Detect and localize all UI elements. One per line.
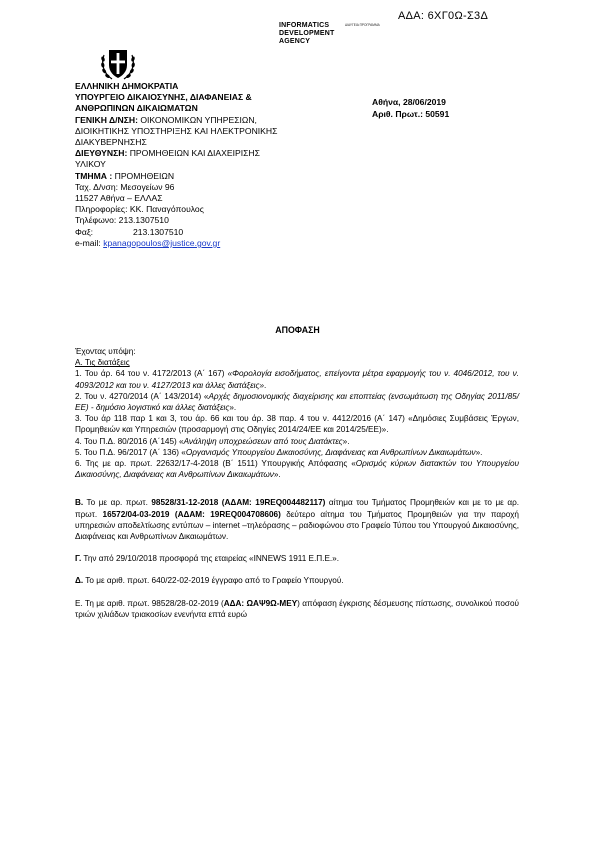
agency-line-2: DEVELOPMENT	[279, 30, 335, 37]
address-line-1: Ταχ. Δ/νση: Μεσογείων 96	[75, 181, 175, 192]
provision-3: 3. Του άρ 118 παρ 1 και 3, του άρ. 66 και του άρ. 38 παρ. 4 του ν. 4412/2016 (Α΄ 147) «Δημόσιες Συμβάσεις Έργων, Προμηθειών και Υπηρεσιών (προσαρμογή στις Οδηγίες 2014/24/ΕΕ και 2014/25/ΕΕ)».	[75, 414, 519, 435]
document-date: Αθήνα, 28/06/2019	[372, 97, 446, 107]
section-e: Ε. Τη με αριθ. πρωτ. 98528/28-02-2019 (ΑΔΑ: ΩΑΨ9Ω-ΜΕΥ) απόφαση έγκρισης δέσμευσης πίστωσης, συνολικού ποσού τριών χιλιάδων τριακοσίων ενενήντα επτά ευρώ	[75, 598, 519, 619]
address-line-2: 11527 Αθήνα – ΕΛΛΑΣ	[75, 193, 163, 204]
sender-header	[75, 81, 325, 249]
protocol-number: Αριθ. Πρωτ.: 50591	[372, 108, 450, 119]
directorate-cont: ΥΛΙΚΟΥ	[75, 159, 106, 170]
section-a-heading: Α. Τις διατάξεις	[75, 358, 130, 368]
header-line-1: ΕΛΛΗΝΙΚΗ ΔΗΜΟΚΡΑΤΙΑ	[75, 81, 179, 91]
provision-1: 1. Του άρ. 64 του ν. 4172/2013 (Α΄ 167) «Φορολογία εισοδήματος, επείγοντα μέτρα εφαρμογής του ν. 4046/2012, του ν. 4093/2012 και του ν. 4127/2013 και άλλες διατάξεις».	[75, 369, 519, 390]
agency-line-3: AGENCY	[279, 38, 311, 45]
document-body	[75, 346, 519, 620]
section-d: Δ. Το με αριθ. πρωτ. 640/22-02-2019 έγγραφο από το Γραφείο Υπουργού.	[75, 576, 344, 586]
provision-5: 5. Του Π.Δ. 96/2017 (Α΄ 136) «Οργανισμός Υπουργείου Δικαιοσύνης, Διαφάνειας και Ανθρωπίνων Δικαιωμάτων».	[75, 447, 483, 457]
contact-info: Πληροφορίες: ΚΚ. Παναγόπουλος	[75, 204, 204, 215]
provision-6: 6. Της με αρ. πρωτ. 22632/17-4-2018 (Β΄ 1511) Υπουργικής Απόφασης «Ορισμός κύριων διατακτών του Υπουργείου Δικαιοσύνης, Διαφάνειας και Ανθρωπίνων Δικαιωμάτων».	[75, 459, 519, 480]
general-directorate-cont-1: ΔΙΟΙΚΗΤΙΚΗΣ ΥΠΟΣΤΗΡΙΞΗΣ ΚΑΙ ΗΛΕΚΤΡΟΝΙΚΗΣ	[75, 125, 278, 136]
ada-code: ΑΔΑ: 6ΧΓ0Ω-Σ3Δ	[398, 10, 489, 22]
section-g: Γ. Την από 29/10/2018 προσφορά της εταιρείας «INNEWS 1911 Ε.Π.Ε.».	[75, 554, 340, 564]
provision-2: 2. Του ν. 4270/2014 (Α΄ 143/2014) «Αρχές δημοσιονομικής διαχείρισης και εποπτείας (ενσωμάτωση της Οδηγίας 2011/85/ΕΕ) - δημόσιο λογιστικό και άλλες διατάξεις».	[75, 391, 520, 413]
agency-small-text: ΔΙΑΥΓΕΙΑ ΠΡΟΓΡΑΜΜΑ	[345, 23, 380, 27]
intro: Έχοντας υπόψη:	[75, 347, 136, 356]
department: ΤΜΗΜΑ : ΠΡΟΜΗΘΕΙΩΝ	[75, 170, 175, 181]
general-directorate-cont-2: ΔΙΑΚΥΒΕΡΝΗΣΗΣ	[75, 137, 147, 148]
header-line-3: ΑΝΘΡΩΠΙΝΩΝ ΔΙΚΑΙΩΜΑΤΩΝ	[75, 103, 198, 114]
email-link[interactable]: kpanagopoulos@justice.gov.gr	[103, 237, 221, 248]
agency-line-1: INFORMATICS	[279, 22, 330, 29]
greek-coat-of-arms-icon	[98, 45, 138, 83]
phone: Τηλέφωνο: 213.1307510	[75, 215, 169, 226]
date-protocol-block	[372, 97, 449, 121]
directorate: ΔΙΕΥΘΥΝΣΗ: ΠΡΟΜΗΘΕΙΩΝ ΚΑΙ ΔΙΑΧΕΙΡΙΣΗΣ	[75, 148, 260, 159]
fax: Φαξ: 213.1307510	[75, 226, 184, 237]
section-b: Β. Το με αρ. πρωτ. 98528/31-12-2018 (ΑΔΑΜ: 19REQ004482117) αίτημα του Τμήματος Προμηθειών και με το με αρ. πρωτ. 16572/04-03-2019 (ΑΔΑΜ: 19REQ004708606) δεύτερο αίτημα του Τμήματος Προμηθειών για την παροχή υπηρεσιών αποδελτίωσης εντύπων – internet –τηλεόρασης – ραδιοφώνου στο Γραφείο Τύπου του Υπουργού Δικαιοσύνης, Διαφάνειας και Ανθρωπίνων Δικαιωμάτων.	[75, 498, 519, 542]
email: e-mail: kpanagopoulos@justice.gov.gr	[75, 237, 221, 248]
header-line-2: ΥΠΟΥΡΓΕΙΟ ΔΙΚΑΙΟΣΥΝΗΣ, ΔΙΑΦΑΝΕΙΑΣ &	[75, 92, 252, 103]
diavgeia-agency-logo	[279, 22, 429, 52]
document-title: ΑΠΟΦΑΣΗ	[275, 325, 320, 335]
provision-4: 4. Του Π.Δ. 80/2016 (Α΄145) «Ανάληψη υποχρεώσεων από τους Διατάκτες».	[75, 436, 350, 446]
general-directorate: ΓΕΝΙΚΗ Δ/ΝΣΗ: ΟΙΚΟΝΟΜΙΚΩΝ ΥΠΗΡΕΣΙΩΝ,	[75, 114, 257, 125]
